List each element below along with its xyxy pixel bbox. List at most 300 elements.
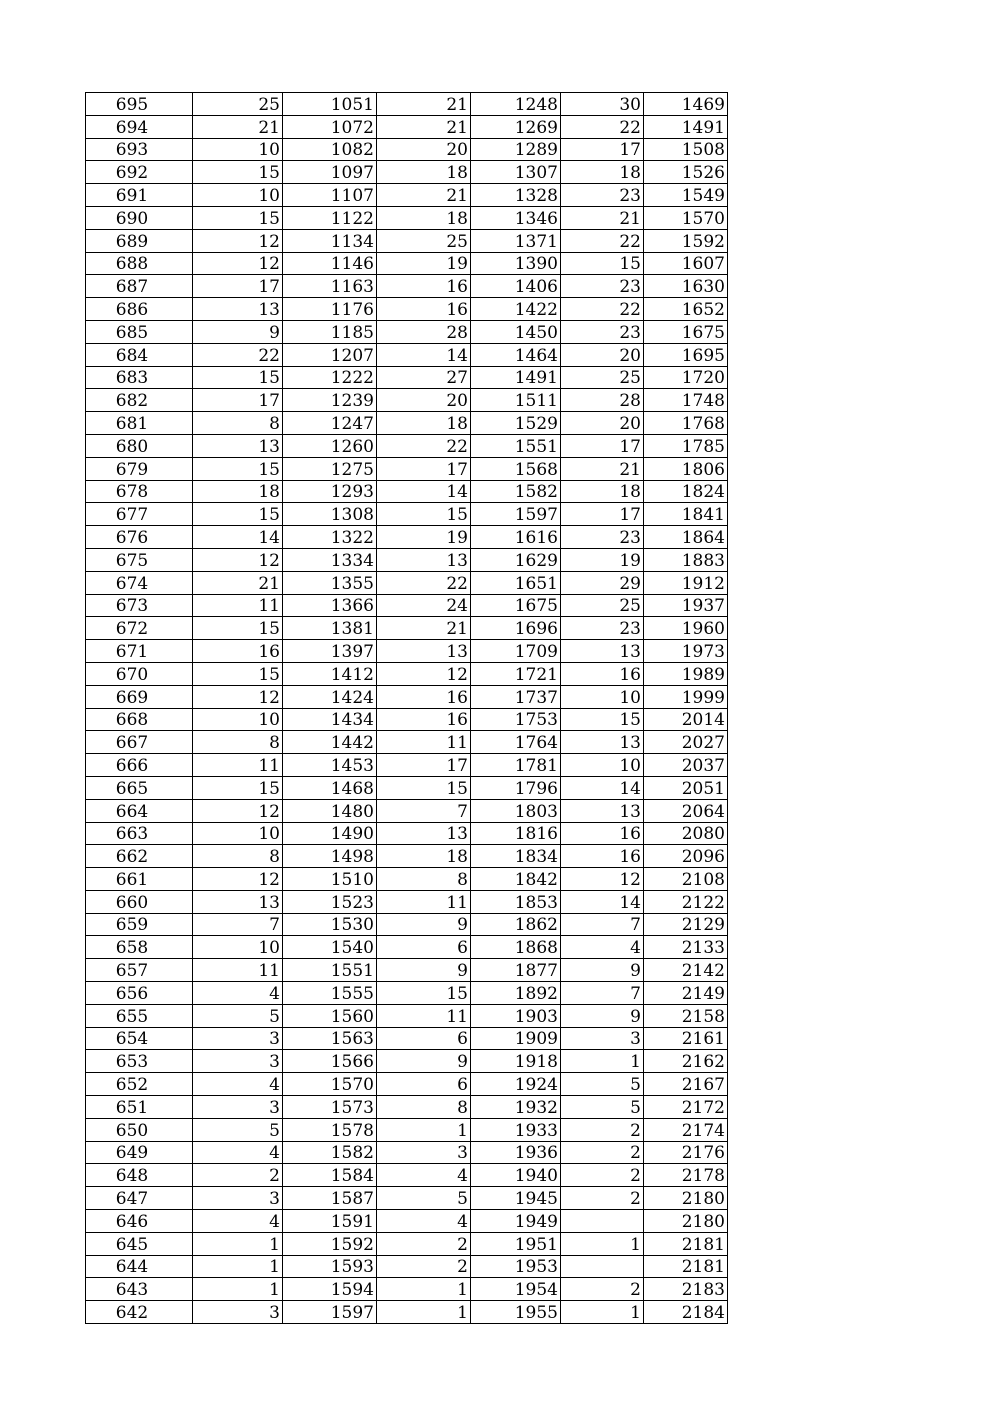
table-cell: 1563 [283, 1027, 377, 1050]
table-cell: 12 [193, 799, 283, 822]
table-cell: 1 [377, 1301, 471, 1324]
table-cell: 1568 [471, 457, 561, 480]
table-row [86, 913, 728, 936]
table-cell: 18 [377, 161, 471, 184]
table-cell: 1578 [283, 1118, 377, 1141]
table-cell: 13 [561, 640, 644, 663]
table-cell: 1366 [283, 594, 377, 617]
score-cell: 695 [86, 93, 193, 116]
table-cell: 2161 [644, 1027, 728, 1050]
table-row [86, 548, 728, 571]
score-cell: 691 [86, 184, 193, 207]
table-row [86, 526, 728, 549]
table-cell: 2 [561, 1164, 644, 1187]
score-cell: 649 [86, 1141, 193, 1164]
table-cell: 16 [377, 708, 471, 731]
score-cell: 659 [86, 913, 193, 936]
table-cell: 20 [377, 389, 471, 412]
score-cell: 661 [86, 868, 193, 891]
table-cell: 15 [193, 503, 283, 526]
table-cell: 1526 [644, 161, 728, 184]
table-cell: 15 [561, 252, 644, 275]
table-cell: 1675 [471, 594, 561, 617]
table-row [86, 115, 728, 138]
table-cell: 1269 [471, 115, 561, 138]
table-cell: 1955 [471, 1301, 561, 1324]
table-cell: 21 [193, 115, 283, 138]
table-cell: 23 [561, 275, 644, 298]
table-cell: 1146 [283, 252, 377, 275]
table-cell: 2 [193, 1164, 283, 1187]
table-cell: 1529 [471, 412, 561, 435]
table-cell: 3 [193, 1050, 283, 1073]
table-cell: 1275 [283, 457, 377, 480]
table-cell: 2051 [644, 776, 728, 799]
table-cell: 15 [377, 982, 471, 1005]
table-body [86, 93, 728, 1324]
table-cell: 1308 [283, 503, 377, 526]
table-cell: 22 [377, 571, 471, 594]
table-cell: 1592 [283, 1232, 377, 1255]
table-cell: 1753 [471, 708, 561, 731]
table-cell: 21 [193, 571, 283, 594]
table-cell: 22 [561, 115, 644, 138]
table-cell: 1469 [644, 93, 728, 116]
score-cell: 673 [86, 594, 193, 617]
table-row [86, 1141, 728, 1164]
table-cell: 1 [193, 1255, 283, 1278]
table-cell: 1293 [283, 480, 377, 503]
table-cell: 1584 [283, 1164, 377, 1187]
table-row [86, 571, 728, 594]
table-row [86, 1050, 728, 1073]
table-row [86, 936, 728, 959]
table-cell: 19 [561, 548, 644, 571]
table-cell: 8 [193, 412, 283, 435]
table-cell: 23 [561, 617, 644, 640]
table-cell: 13 [561, 731, 644, 754]
table-cell: 2 [377, 1232, 471, 1255]
table-cell: 15 [193, 366, 283, 389]
table-cell: 17 [377, 457, 471, 480]
table-cell: 7 [561, 982, 644, 1005]
table-row [86, 594, 728, 617]
table-cell: 18 [377, 412, 471, 435]
table-row [86, 161, 728, 184]
table-cell: 1748 [644, 389, 728, 412]
table-cell: 1582 [471, 480, 561, 503]
table-cell: 3 [193, 1027, 283, 1050]
table-cell: 1511 [471, 389, 561, 412]
table-cell: 2167 [644, 1073, 728, 1096]
table-cell: 11 [193, 959, 283, 982]
table-cell: 1468 [283, 776, 377, 799]
table-cell: 2178 [644, 1164, 728, 1187]
table-cell: 1207 [283, 343, 377, 366]
table-cell: 1720 [644, 366, 728, 389]
table-cell: 9 [377, 959, 471, 982]
table-cell: 4 [193, 1141, 283, 1164]
table-cell: 1593 [283, 1255, 377, 1278]
table-cell: 1597 [471, 503, 561, 526]
table-cell: 3 [193, 1096, 283, 1119]
table-cell: 2180 [644, 1187, 728, 1210]
table-cell: 1953 [471, 1255, 561, 1278]
table-cell: 9 [193, 320, 283, 343]
table-cell: 20 [561, 343, 644, 366]
table-cell: 1540 [283, 936, 377, 959]
table-cell: 21 [377, 617, 471, 640]
table-cell: 1222 [283, 366, 377, 389]
table-cell: 2174 [644, 1118, 728, 1141]
table-row [86, 1232, 728, 1255]
table-cell: 1442 [283, 731, 377, 754]
table-cell: 20 [561, 412, 644, 435]
score-cell: 678 [86, 480, 193, 503]
score-cell: 689 [86, 229, 193, 252]
score-cell: 655 [86, 1004, 193, 1027]
table-cell: 1097 [283, 161, 377, 184]
table-cell: 16 [561, 662, 644, 685]
table-row [86, 298, 728, 321]
table-row [86, 1278, 728, 1301]
table-cell: 1960 [644, 617, 728, 640]
table-cell: 7 [377, 799, 471, 822]
table-cell: 15 [193, 161, 283, 184]
table-cell: 2184 [644, 1301, 728, 1324]
table-cell: 17 [561, 138, 644, 161]
table-cell: 25 [377, 229, 471, 252]
score-cell: 664 [86, 799, 193, 822]
table-cell: 30 [561, 93, 644, 116]
table-cell: 2176 [644, 1141, 728, 1164]
table-cell: 16 [193, 640, 283, 663]
table-cell: 1945 [471, 1187, 561, 1210]
table-cell: 12 [193, 548, 283, 571]
table-cell: 13 [377, 548, 471, 571]
table-cell: 15 [193, 457, 283, 480]
table-cell: 1594 [283, 1278, 377, 1301]
table-cell: 3 [193, 1301, 283, 1324]
table-cell: 5 [561, 1073, 644, 1096]
table-cell: 10 [193, 822, 283, 845]
table-cell: 18 [561, 480, 644, 503]
table-cell: 1864 [644, 526, 728, 549]
table-cell: 9 [561, 959, 644, 982]
table-cell: 21 [377, 115, 471, 138]
table-cell: 1587 [283, 1187, 377, 1210]
table-cell: 1868 [471, 936, 561, 959]
table-row [86, 320, 728, 343]
table-cell: 14 [377, 343, 471, 366]
table-row [86, 275, 728, 298]
table-cell: 1629 [471, 548, 561, 571]
score-cell: 643 [86, 1278, 193, 1301]
table-cell: 2142 [644, 959, 728, 982]
table-cell: 20 [377, 138, 471, 161]
score-cell: 684 [86, 343, 193, 366]
table-row [86, 412, 728, 435]
table-row [86, 959, 728, 982]
table-cell: 1346 [471, 206, 561, 229]
table-cell: 1937 [644, 594, 728, 617]
table-cell: 1651 [471, 571, 561, 594]
table-cell: 18 [193, 480, 283, 503]
table-cell: 12 [377, 662, 471, 685]
table-cell: 21 [377, 184, 471, 207]
table-cell: 1107 [283, 184, 377, 207]
table-row [86, 754, 728, 777]
table-cell: 1933 [471, 1118, 561, 1141]
table-cell: 13 [193, 890, 283, 913]
table-cell: 1785 [644, 434, 728, 457]
table-cell: 24 [377, 594, 471, 617]
table-cell: 22 [561, 229, 644, 252]
table-cell: 1072 [283, 115, 377, 138]
table-cell: 1082 [283, 138, 377, 161]
table-cell: 15 [561, 708, 644, 731]
table-cell: 2133 [644, 936, 728, 959]
table-cell: 1491 [471, 366, 561, 389]
score-cell: 666 [86, 754, 193, 777]
score-cell: 642 [86, 1301, 193, 1324]
table-cell: 1607 [644, 252, 728, 275]
table-cell: 3 [561, 1027, 644, 1050]
table-cell: 1397 [283, 640, 377, 663]
table-cell: 1334 [283, 548, 377, 571]
score-cell: 692 [86, 161, 193, 184]
score-cell: 681 [86, 412, 193, 435]
score-cell: 675 [86, 548, 193, 571]
table-cell: 1973 [644, 640, 728, 663]
table-cell: 1834 [471, 845, 561, 868]
table-cell: 1260 [283, 434, 377, 457]
table-cell: 10 [193, 138, 283, 161]
table-cell: 10 [561, 754, 644, 777]
table-cell: 1696 [471, 617, 561, 640]
table-row [86, 93, 728, 116]
table-cell: 1999 [644, 685, 728, 708]
table-cell: 1355 [283, 571, 377, 594]
table-cell: 1842 [471, 868, 561, 891]
table-row [86, 252, 728, 275]
table-cell: 1816 [471, 822, 561, 845]
table-row [86, 982, 728, 1005]
table-row [86, 457, 728, 480]
table-cell: 3 [377, 1141, 471, 1164]
table-row [86, 1210, 728, 1233]
table-cell: 5 [193, 1118, 283, 1141]
table-cell: 1862 [471, 913, 561, 936]
table-cell: 1940 [471, 1164, 561, 1187]
score-cell: 682 [86, 389, 193, 412]
table-cell: 2014 [644, 708, 728, 731]
table-cell: 1422 [471, 298, 561, 321]
table-cell: 1185 [283, 320, 377, 343]
table-cell: 2096 [644, 845, 728, 868]
table-cell: 1892 [471, 982, 561, 1005]
table-cell: 1936 [471, 1141, 561, 1164]
table-row [86, 366, 728, 389]
score-cell: 648 [86, 1164, 193, 1187]
table-row [86, 1255, 728, 1278]
table-cell: 1630 [644, 275, 728, 298]
table-cell: 2180 [644, 1210, 728, 1233]
table-cell: 4 [377, 1164, 471, 1187]
score-cell: 676 [86, 526, 193, 549]
table-cell: 2 [561, 1187, 644, 1210]
table-cell: 1289 [471, 138, 561, 161]
table-cell: 25 [561, 366, 644, 389]
table-cell: 11 [193, 594, 283, 617]
score-cell: 677 [86, 503, 193, 526]
table-cell: 1328 [471, 184, 561, 207]
table-cell: 1 [377, 1118, 471, 1141]
table-row [86, 1164, 728, 1187]
score-cell: 693 [86, 138, 193, 161]
table-cell: 1806 [644, 457, 728, 480]
table-row [86, 343, 728, 366]
table-cell: 10 [193, 184, 283, 207]
score-cell: 657 [86, 959, 193, 982]
score-cell: 644 [86, 1255, 193, 1278]
table-row [86, 184, 728, 207]
table-cell: 2158 [644, 1004, 728, 1027]
score-cell: 694 [86, 115, 193, 138]
table-row [86, 1027, 728, 1050]
score-cell: 679 [86, 457, 193, 480]
table-cell: 2149 [644, 982, 728, 1005]
score-distribution-table [85, 92, 728, 1324]
table-row [86, 434, 728, 457]
table-row [86, 480, 728, 503]
table-cell: 1591 [283, 1210, 377, 1233]
table-cell: 7 [561, 913, 644, 936]
table-cell: 1909 [471, 1027, 561, 1050]
table-cell: 1 [377, 1278, 471, 1301]
table-row [86, 662, 728, 685]
table-row [86, 229, 728, 252]
table-cell: 1434 [283, 708, 377, 731]
table-cell: 1549 [644, 184, 728, 207]
table-cell: 2181 [644, 1255, 728, 1278]
table-cell: 21 [377, 93, 471, 116]
table-cell: 15 [377, 776, 471, 799]
table-cell: 21 [561, 206, 644, 229]
table-cell: 2129 [644, 913, 728, 936]
table-cell: 9 [377, 913, 471, 936]
table-cell: 1570 [644, 206, 728, 229]
score-cell: 665 [86, 776, 193, 799]
table-cell: 19 [377, 526, 471, 549]
table-cell: 1652 [644, 298, 728, 321]
table-cell: 1566 [283, 1050, 377, 1073]
table-cell: 1248 [471, 93, 561, 116]
table-cell: 2080 [644, 822, 728, 845]
table-cell: 27 [377, 366, 471, 389]
table-cell: 1450 [471, 320, 561, 343]
table-cell: 8 [377, 868, 471, 891]
score-cell: 668 [86, 708, 193, 731]
table-cell: 1247 [283, 412, 377, 435]
table-row [86, 731, 728, 754]
score-cell: 662 [86, 845, 193, 868]
score-cell: 690 [86, 206, 193, 229]
score-cell: 688 [86, 252, 193, 275]
table-cell: 1 [561, 1301, 644, 1324]
table-cell: 5 [377, 1187, 471, 1210]
table-cell: 16 [561, 822, 644, 845]
table-cell: 1597 [283, 1301, 377, 1324]
table-cell: 23 [561, 184, 644, 207]
table-cell: 15 [193, 617, 283, 640]
table-cell: 1709 [471, 640, 561, 663]
table-row [86, 138, 728, 161]
table-cell: 11 [377, 1004, 471, 1027]
table-cell: 12 [561, 868, 644, 891]
table-cell: 17 [561, 503, 644, 526]
table-cell: 17 [377, 754, 471, 777]
score-cell: 685 [86, 320, 193, 343]
table-cell: 2183 [644, 1278, 728, 1301]
table-cell: 1573 [283, 1096, 377, 1119]
table-cell: 15 [193, 662, 283, 685]
table-cell: 17 [561, 434, 644, 457]
table-row [86, 1004, 728, 1027]
table-cell: 1695 [644, 343, 728, 366]
table-cell: 25 [193, 93, 283, 116]
table-cell: 2108 [644, 868, 728, 891]
table-cell: 7 [193, 913, 283, 936]
score-cell: 654 [86, 1027, 193, 1050]
table-cell: 1163 [283, 275, 377, 298]
table-cell: 15 [193, 206, 283, 229]
table-cell: 2 [377, 1255, 471, 1278]
table-row [86, 685, 728, 708]
table-cell: 1781 [471, 754, 561, 777]
table-cell: 12 [193, 252, 283, 275]
table-cell: 2 [561, 1278, 644, 1301]
table-cell: 1932 [471, 1096, 561, 1119]
table-row [86, 1118, 728, 1141]
table-cell: 2181 [644, 1232, 728, 1255]
table-cell: 3 [193, 1187, 283, 1210]
table-cell: 14 [193, 526, 283, 549]
score-cell: 670 [86, 662, 193, 685]
table-cell: 1 [193, 1232, 283, 1255]
table-row [86, 389, 728, 412]
table-cell: 12 [193, 868, 283, 891]
table-cell: 9 [377, 1050, 471, 1073]
table-cell: 1560 [283, 1004, 377, 1027]
score-cell: 671 [86, 640, 193, 663]
score-cell: 646 [86, 1210, 193, 1233]
table-cell: 2 [561, 1141, 644, 1164]
table-cell: 2 [561, 1118, 644, 1141]
table-cell [561, 1210, 644, 1233]
table-cell: 17 [193, 275, 283, 298]
score-cell: 656 [86, 982, 193, 1005]
table-row [86, 1096, 728, 1119]
table-cell [561, 1255, 644, 1278]
table-cell: 1824 [644, 480, 728, 503]
table-cell: 12 [193, 229, 283, 252]
table-cell: 1551 [471, 434, 561, 457]
table-cell: 11 [193, 754, 283, 777]
table-cell: 4 [561, 936, 644, 959]
table-cell: 1508 [644, 138, 728, 161]
table-cell: 1239 [283, 389, 377, 412]
